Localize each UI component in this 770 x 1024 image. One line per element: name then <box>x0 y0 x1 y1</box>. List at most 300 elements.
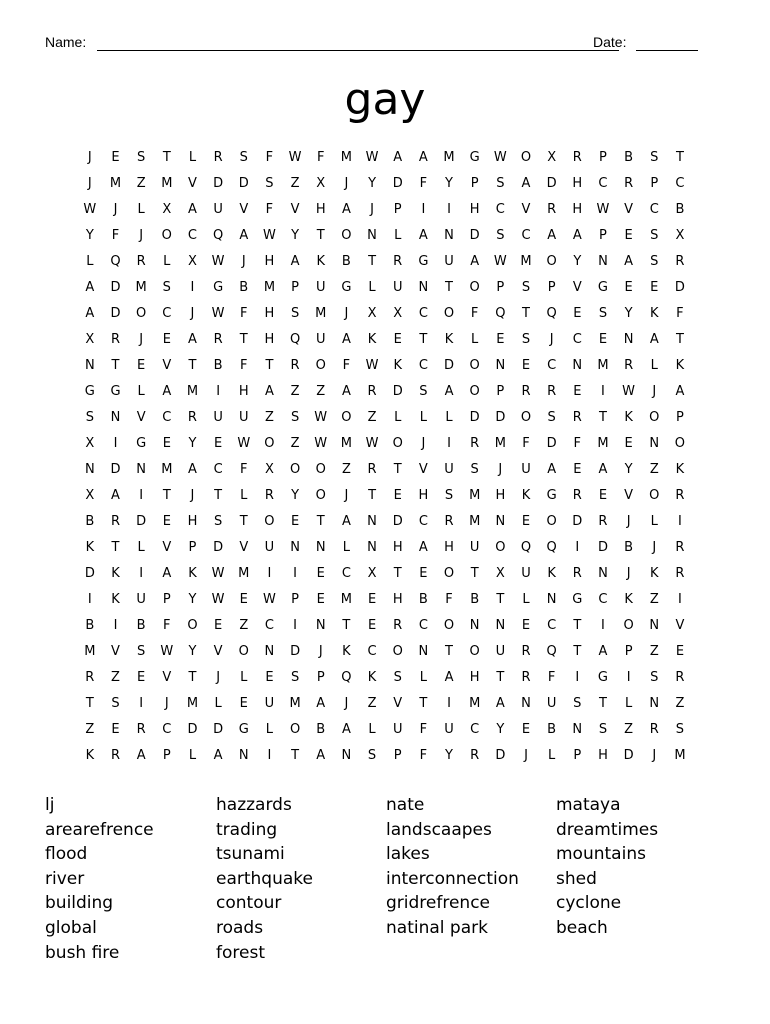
grid-letter: U <box>315 279 326 295</box>
grid-letter: E <box>162 331 171 347</box>
grid-letter: L <box>137 383 145 399</box>
grid-letter: X <box>85 487 95 503</box>
grid-letter: X <box>547 149 557 165</box>
grid-letter: K <box>624 592 633 608</box>
word-column <box>556 793 726 941</box>
grid-letter: E <box>496 331 505 347</box>
grid-letter: L <box>650 513 658 529</box>
grid-letter: T <box>291 748 300 764</box>
grid-letter: J <box>626 566 631 582</box>
grid-letter: G <box>213 279 224 295</box>
grid-letter: K <box>675 357 685 373</box>
grid-letter: R <box>367 383 377 399</box>
grid-letter: M <box>161 175 173 191</box>
grid-letter: N <box>444 227 454 243</box>
grid-letter: Z <box>341 461 351 477</box>
grid-letter: A <box>649 331 659 347</box>
grid-letter: E <box>624 435 633 451</box>
word-item: dreamtimes <box>556 819 659 840</box>
grid-letter: A <box>547 461 557 477</box>
grid-letter: D <box>392 383 403 399</box>
grid-letter: T <box>496 670 505 686</box>
grid-letter: N <box>649 618 660 634</box>
grid-letter: E <box>239 592 248 608</box>
grid-letter: U <box>444 461 454 477</box>
grid-letter: H <box>238 383 249 399</box>
grid-letter: D <box>495 409 506 425</box>
name-label: Name: <box>45 34 87 50</box>
grid-row <box>77 326 693 352</box>
grid-letter: A <box>290 253 300 269</box>
grid-letter: S <box>650 670 659 686</box>
grid-letter: P <box>470 175 479 191</box>
grid-letter: W <box>160 644 174 660</box>
grid-letter: S <box>239 149 248 165</box>
grid-letter: X <box>495 566 505 582</box>
grid-letter: Y <box>624 305 633 321</box>
grid-letter: D <box>392 513 403 529</box>
grid-letter: I <box>601 618 605 634</box>
grid-letter: N <box>546 592 557 608</box>
grid-letter: M <box>315 305 327 321</box>
grid-letter: A <box>418 539 428 555</box>
grid-letter: U <box>136 592 146 608</box>
grid-letter: N <box>367 513 377 529</box>
grid-letter: W <box>211 253 225 269</box>
grid-letter: Y <box>624 461 633 477</box>
page-title: gay <box>344 74 426 125</box>
grid-letter: T <box>316 513 325 529</box>
grid-letter: Z <box>290 175 300 191</box>
grid-letter: A <box>85 279 95 295</box>
header <box>45 34 705 54</box>
grid-letter: A <box>162 383 172 399</box>
grid-letter: N <box>290 539 300 555</box>
grid-letter: F <box>419 748 428 764</box>
grid-letter: D <box>623 748 634 764</box>
grid-letter: R <box>624 175 634 191</box>
grid-letter: V <box>136 409 146 425</box>
grid-letter: O <box>315 461 326 477</box>
word-item: beach <box>556 917 608 938</box>
grid-row <box>77 300 693 326</box>
grid-letter: P <box>573 748 582 764</box>
grid-letter: E <box>214 435 223 451</box>
grid-letter: M <box>340 149 352 165</box>
grid-letter: B <box>547 722 557 738</box>
grid-letter: A <box>162 566 172 582</box>
grid-letter: J <box>216 670 221 686</box>
grid-letter: W <box>211 592 225 608</box>
word-item: forest <box>216 942 265 963</box>
grid-letter: F <box>547 670 556 686</box>
grid-letter: S <box>85 409 94 425</box>
grid-letter: N <box>418 644 429 660</box>
grid-letter: R <box>136 722 146 738</box>
grid-letter: K <box>342 644 351 660</box>
word-item: roads <box>216 917 264 938</box>
grid-letter: J <box>113 201 118 217</box>
grid-letter: J <box>344 487 349 503</box>
grid-letter: P <box>291 592 299 608</box>
grid-letter: K <box>650 566 659 582</box>
grid-letter: P <box>676 409 684 425</box>
grid-letter: F <box>240 461 248 477</box>
grid-letter: O <box>392 644 403 660</box>
grid-letter: D <box>290 644 301 660</box>
grid-letter: N <box>84 461 95 477</box>
grid-letter: F <box>316 149 325 165</box>
grid-letter: T <box>470 566 479 582</box>
grid-letter: A <box>85 305 95 321</box>
grid-letter: M <box>494 435 506 451</box>
grid-letter: I <box>447 696 451 712</box>
grid-letter: N <box>649 435 660 451</box>
grid-letter: D <box>213 539 224 555</box>
grid-letter: J <box>190 487 195 503</box>
grid-letter: T <box>598 696 607 712</box>
grid-letter: F <box>419 175 428 191</box>
grid-letter: J <box>87 175 92 191</box>
grid-letter: E <box>316 592 325 608</box>
grid-letter: R <box>675 670 685 686</box>
grid-letter: L <box>342 539 351 555</box>
grid-letter: S <box>573 696 582 712</box>
grid-letter: L <box>240 487 248 503</box>
grid-letter: F <box>111 227 120 243</box>
grid-letter: R <box>624 357 634 373</box>
grid-letter: T <box>496 592 505 608</box>
grid-letter: I <box>575 539 580 555</box>
grid-letter: G <box>572 592 583 608</box>
grid-letter: S <box>496 175 505 191</box>
grid-letter: T <box>419 696 428 712</box>
grid-letter: Q <box>520 539 532 555</box>
grid-letter: O <box>264 435 275 451</box>
grid-letter: Q <box>341 670 352 686</box>
grid-letter: T <box>85 696 94 712</box>
grid-letter: V <box>572 279 582 295</box>
grid-letter: L <box>214 696 222 712</box>
grid-letter: T <box>162 487 171 503</box>
grid-letter: W <box>314 409 328 425</box>
grid-letter: O <box>289 461 301 477</box>
grid-letter: R <box>572 566 582 582</box>
grid-letter: Y <box>188 592 197 608</box>
grid-letter: M <box>597 357 609 373</box>
grid-letter: W <box>493 149 507 165</box>
grid-letter: N <box>264 644 275 660</box>
grid-letter: F <box>342 357 351 373</box>
grid-letter: F <box>676 305 684 321</box>
grid-letter: Z <box>85 722 95 738</box>
grid-letter: P <box>188 539 197 555</box>
grid-letter: L <box>188 748 197 764</box>
grid-letter: N <box>315 618 326 634</box>
grid-letter: B <box>85 513 95 529</box>
grid-letter: E <box>573 461 582 477</box>
grid-letter: I <box>575 670 580 686</box>
grid-letter: P <box>650 175 659 191</box>
grid-letter: S <box>265 175 274 191</box>
grid-letter: J <box>421 435 426 451</box>
grid-letter: O <box>136 305 147 321</box>
grid-letter: D <box>187 722 198 738</box>
grid-letter: T <box>239 513 248 529</box>
grid-letter: A <box>341 331 351 347</box>
date-field[interactable] <box>636 34 698 51</box>
grid-letter: R <box>187 409 197 425</box>
grid-letter: M <box>289 696 301 712</box>
grid-letter: U <box>315 331 326 347</box>
grid-letter: T <box>111 357 120 373</box>
grid-letter: M <box>84 644 96 660</box>
grid-letter: T <box>162 149 171 165</box>
word-item: interconnection <box>386 868 519 889</box>
grid-letter: Z <box>649 644 659 660</box>
grid-letter: H <box>264 331 275 347</box>
grid-letter: A <box>572 227 582 243</box>
word-item: tsunami <box>216 844 285 865</box>
grid-letter: G <box>238 722 249 738</box>
grid-letter: T <box>368 487 377 503</box>
grid-letter: F <box>522 435 530 451</box>
grid-letter: I <box>190 279 195 295</box>
grid-letter: H <box>392 539 403 555</box>
grid-letter: A <box>521 175 531 191</box>
grid-letter: T <box>675 149 684 165</box>
grid-letter: V <box>675 618 685 634</box>
grid-letter: D <box>110 279 121 295</box>
grid-letter: E <box>573 383 582 399</box>
grid-letter: B <box>136 618 146 634</box>
word-item: mataya <box>556 795 621 815</box>
grid-letter: I <box>601 383 605 399</box>
grid-letter: B <box>624 539 634 555</box>
grid-letter: R <box>393 253 403 269</box>
grid-letter: V <box>290 201 300 217</box>
grid-letter: A <box>264 383 274 399</box>
grid-letter: C <box>418 305 428 321</box>
grid-letter: U <box>392 722 403 738</box>
grid-letter: E <box>521 722 531 738</box>
grid-letter: Z <box>649 592 659 608</box>
grid-letter: L <box>471 331 479 347</box>
grid-letter: I <box>421 201 426 217</box>
grid-letter: E <box>393 487 402 503</box>
grid-letter: M <box>340 592 352 608</box>
grid-letter: Y <box>496 722 505 738</box>
word-item: arearefrence <box>45 819 154 840</box>
grid-letter: G <box>546 487 557 503</box>
grid-letter: B <box>624 149 634 165</box>
grid-letter: Z <box>264 409 274 425</box>
grid-letter: W <box>83 201 97 217</box>
grid-letter: G <box>84 383 95 399</box>
grid-letter: Z <box>111 670 120 686</box>
grid-letter: R <box>675 566 685 582</box>
grid-letter: I <box>87 592 92 608</box>
grid-letter: W <box>622 383 636 399</box>
grid-letter: X <box>316 175 326 191</box>
grid-letter: Z <box>290 435 300 451</box>
grid-letter: Y <box>291 227 300 243</box>
grid-letter: L <box>86 253 94 269</box>
grid-row <box>77 665 693 691</box>
grid-letter: N <box>572 357 583 373</box>
grid-letter: O <box>520 149 532 165</box>
word-column <box>45 793 215 965</box>
grid-row <box>77 743 693 769</box>
grid-row <box>77 222 693 248</box>
grid-letter: T <box>265 357 274 373</box>
grid-letter: W <box>365 435 379 451</box>
grid-letter: R <box>110 748 120 764</box>
grid-letter: D <box>495 748 506 764</box>
grid-letter: I <box>113 618 118 634</box>
grid-letter: R <box>547 383 557 399</box>
grid-letter: O <box>161 227 172 243</box>
grid-letter: S <box>547 409 556 425</box>
grid-letter: H <box>444 539 454 555</box>
grid-letter: A <box>213 748 223 764</box>
grid-letter: J <box>524 748 528 764</box>
grid-letter: Q <box>495 305 506 321</box>
grid-letter: S <box>393 670 402 686</box>
grid-letter: J <box>370 201 374 217</box>
grid-letter: T <box>188 670 197 686</box>
grid-letter: Y <box>445 175 453 191</box>
grid-letter: O <box>238 644 249 660</box>
grid-letter: M <box>186 696 199 712</box>
grid-letter: E <box>573 305 582 321</box>
grid-letter: U <box>264 539 275 555</box>
grid-letter: I <box>293 566 297 582</box>
grid-letter: R <box>264 487 274 503</box>
grid-letter: A <box>598 461 608 477</box>
grid-letter: R <box>470 748 480 764</box>
grid-letter: E <box>598 331 608 347</box>
grid-row <box>77 508 693 534</box>
grid-letter: E <box>239 696 248 712</box>
name-field[interactable] <box>97 34 619 51</box>
grid-letter: W <box>314 435 328 451</box>
grid-letter: V <box>624 487 634 503</box>
grid-letter: R <box>470 435 480 451</box>
grid-letter: S <box>137 149 146 165</box>
grid-letter: T <box>419 331 428 347</box>
grid-letter: K <box>111 592 120 608</box>
grid-row <box>77 430 693 456</box>
grid-letter: T <box>445 644 453 660</box>
grid-letter: L <box>368 722 376 738</box>
grid-letter: D <box>110 461 121 477</box>
date-label: Date: <box>593 34 627 50</box>
grid-letter: D <box>674 279 685 295</box>
grid-letter: G <box>597 279 608 295</box>
grid-letter: J <box>318 644 323 660</box>
grid-letter: U <box>546 696 557 712</box>
grid-letter: A <box>188 201 197 217</box>
grid-letter: C <box>547 618 557 634</box>
grid-letter: H <box>392 592 403 608</box>
grid-letter: L <box>137 539 145 555</box>
grid-letter: Y <box>573 253 582 269</box>
grid-letter: Q <box>289 331 301 347</box>
grid-letter: L <box>163 253 171 269</box>
grid-letter: B <box>213 357 223 373</box>
grid-row <box>77 717 693 743</box>
grid-letter: U <box>392 279 403 295</box>
grid-letter: K <box>111 566 120 582</box>
grid-letter: A <box>341 201 351 217</box>
grid-letter: M <box>520 253 532 269</box>
grid-letter: E <box>521 357 531 373</box>
grid-letter: G <box>136 435 147 451</box>
grid-letter: M <box>469 487 481 503</box>
grid-letter: Z <box>675 696 685 712</box>
grid-letter: A <box>547 227 557 243</box>
grid-letter: H <box>187 513 198 529</box>
grid-letter: Z <box>367 696 377 712</box>
grid-letter: E <box>162 435 171 451</box>
grid-letter: I <box>216 383 221 399</box>
grid-letter: C <box>162 722 172 738</box>
grid-letter: J <box>164 696 169 712</box>
grid-letter: F <box>470 305 479 321</box>
grid-letter: S <box>444 487 454 503</box>
grid-letter: L <box>394 409 402 425</box>
grid-letter: E <box>598 487 608 503</box>
grid-letter: H <box>495 487 506 503</box>
grid-letter: G <box>341 279 352 295</box>
grid-letter: B <box>418 592 428 608</box>
grid-letter: T <box>111 539 120 555</box>
grid-letter: Q <box>546 644 557 660</box>
grid-letter: Y <box>445 748 453 764</box>
grid-letter: J <box>344 175 349 191</box>
grid-letter: C <box>213 461 223 477</box>
grid-letter: L <box>137 201 145 217</box>
grid-letter: O <box>469 383 480 399</box>
grid-letter: R <box>290 357 300 373</box>
grid-letter: S <box>290 409 300 425</box>
word-item: flood <box>45 844 88 865</box>
grid-letter: W <box>288 149 302 165</box>
grid-letter: R <box>572 409 582 425</box>
word-item: landscaapes <box>386 819 492 840</box>
word-item: bush fire <box>45 942 120 963</box>
grid-letter: C <box>162 305 172 321</box>
grid-letter: P <box>496 279 505 295</box>
grid-row <box>77 587 693 613</box>
grid-letter: P <box>316 670 325 686</box>
grid-letter: M <box>597 435 609 451</box>
grid-letter: B <box>341 253 351 269</box>
grid-letter: E <box>521 618 531 634</box>
grid-letter: A <box>470 253 480 269</box>
grid-letter: X <box>264 461 274 477</box>
grid-letter: K <box>521 487 531 503</box>
grid-letter: C <box>187 227 197 243</box>
grid-letter: L <box>650 357 658 373</box>
word-column <box>386 793 556 941</box>
grid-letter: L <box>522 592 530 608</box>
grid-letter: A <box>675 383 685 399</box>
grid-letter: J <box>87 149 92 165</box>
grid-letter: M <box>109 175 122 191</box>
grid-letter: B <box>675 201 685 217</box>
